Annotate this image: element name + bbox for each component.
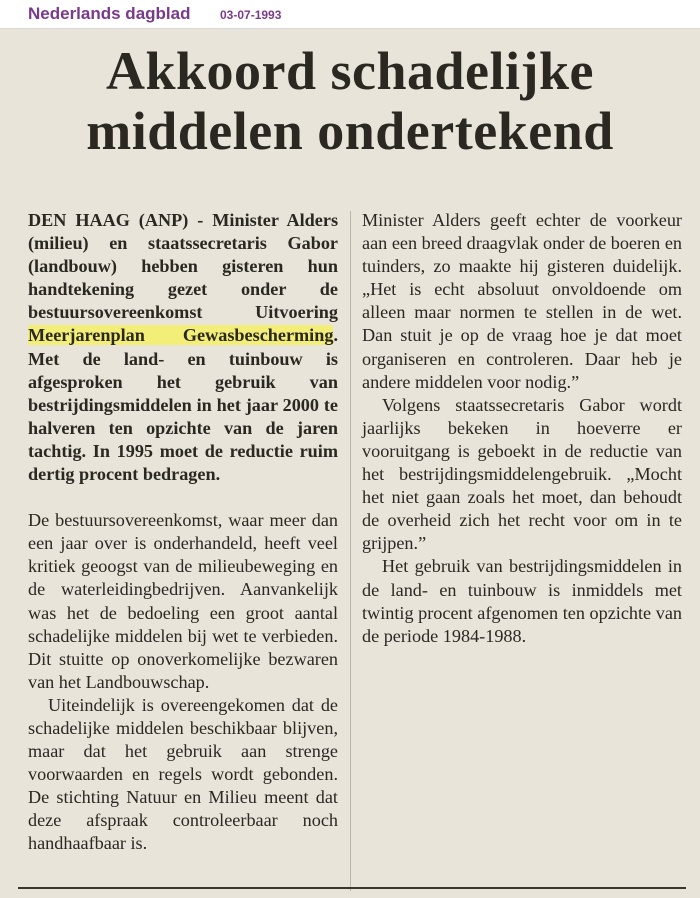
paragraph-5: Volgens staatssecretaris Gabor wordt jaarlijks bekeken in hoeverre er vooruitgang is geboekt in de reductie van het bestrijdingsmiddelengebruik. „Mocht het niet gaan zoals het moet, dan behoudt de overheid zich het recht voor om in te grijpen.” (362, 394, 682, 554)
article-column-1 (28, 209, 338, 856)
lead-text-end: . Met de land- en tuinbouw is afgesproken het gebruik van bestrijdingsmiddelen in het jaar 2000 te halveren ten opzichte van de jaren tachtig. In 1995 moet de reductie ruim dertig procent bedragen. (28, 325, 338, 485)
newspaper-name: Nederlands dagblad (28, 4, 191, 23)
lead-paragraph (28, 209, 338, 486)
highlighted-term: Meerjarenplan Gewasbescherming (28, 325, 334, 346)
newspaper-clipping (0, 29, 700, 898)
paragraph-6: Het gebruik van bestrijdingsmiddelen in de land- en tuinbouw is inmiddels met twintig procent afgenomen ten opzichte van de periode 1984-1988. (362, 556, 682, 646)
paragraph-2: De bestuursovereenkomst, waar meer dan een jaar over is onderhandeld, heeft veel kritiek geoogst van de milieubeweging en de waterleidingbedrijven. Aanvankelijk was het de bedoeling een groot aantal schadelijke middelen bij wet te verbieden. Dit stuitte op onoverkomelijke bezwaren van het Landbouwschap. (28, 510, 338, 692)
dateline: DEN HAAG (ANP) - (28, 210, 204, 230)
paragraph-gap (28, 486, 338, 509)
publication-date: 03-07-1993 (220, 8, 282, 22)
column-divider (350, 211, 351, 891)
bottom-rule (18, 887, 686, 889)
paragraph-4: Minister Alders geeft echter de voorkeur aan een breed draagvlak onder de boeren en tuinders, zo maakte hij gisteren duidelijk. „Het is echt absoluut onvoldoende om alleen maar normen te stellen in de wet. Dan stuit je op de vraag hoe je dat moet organiseren en controleren. Daar heb je andere middelen voor nodig.” (362, 210, 682, 392)
article-column-2 (362, 209, 682, 648)
article-headline: Akkoord schadelijke middelen ondertekend (86, 41, 614, 161)
paragraph-3: Uiteindelijk is overeengekomen dat de schadelijke middelen beschikbaar blijven, maar dat het gebruik aan strenge voorwaarden en regels wordt gebonden. De stichting Natuur en Milieu meent dat deze afspraak controleerbaar noch handhaafbaar is. (28, 694, 338, 854)
lead-text-start: Minister Alders (milieu) en staatssecretaris Gabor (landbouw) hebben gisteren hun handtekening gezet onder de bestuursovereenkomst Uitvoering (28, 210, 339, 323)
source-header (0, 0, 700, 28)
